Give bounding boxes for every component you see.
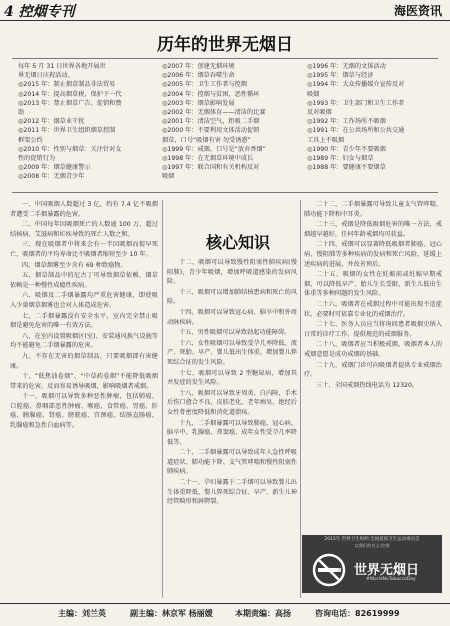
history-entry: 吸烟: [307, 90, 320, 98]
deputy-editor: 副主编：林京军 杨丽媛: [130, 609, 213, 618]
knowledge-item: 十、“低焦油卷烟”、“中草药卷烟”不能降低吸烟带来的危害，反而容易诱导吸烟，影响吸烟者戒烟。: [10, 373, 158, 390]
knowledge-item: 十四、吸烟可以导致冠心病、脑卒中和外周动脉疾病。: [167, 308, 297, 326]
knowledge-item: 十三、吸烟可以增加肺结核患病和死亡的风险。: [167, 288, 297, 306]
knowledge-column-1: [10, 200, 158, 600]
history-entry: ◎1992 年：工作场所不吸烟: [307, 118, 386, 126]
knowledge-item: 二十四、戒烟可以显著降低吸烟者肺癌、冠心病、慢阻肺等多种疾病的发病和死亡风险，延缓上述疾病的进展，并改善预后。: [304, 241, 442, 268]
history-entry: 反对吸烟: [307, 109, 332, 117]
history-entry: ◎2000 年：不要利用文体活动促销: [162, 127, 260, 135]
knowledge-item: 二十三、戒烟是降低吸烟危害的唯一方法，戒烟越早越好，任何年龄戒烟均可获益。: [304, 221, 442, 238]
history-entry: ◎2009 年：烟草健康警示: [18, 164, 91, 172]
history-entry: ◎1998 年：在无烟草环境中成长: [162, 155, 254, 163]
history-entry: ◎1991 年：在公共场所和公共交通: [307, 127, 405, 135]
knowledge-title: 核心知识: [205, 233, 270, 252]
knowledge-item: 十九、二手烟暴露可以导致肺癌、冠心病、脑卒中、乳腺癌、鼻窦癌、成年女性受孕几率降低等。: [167, 419, 297, 446]
knowledge-item: 十五、男性吸烟可以导致勃起功能障碍。: [179, 329, 291, 337]
knowledge-item: 二十五、吸烟的女性在妊娠前或妊娠早期戒烟，可以降低早产、胎儿生长受限、新生儿低出生体重等多种问题的发生风险。: [304, 271, 442, 298]
history-entry: ◎1990 年：青少年不要吸烟: [307, 145, 386, 153]
knowledge-item: 十六、女性吸烟可以导致受孕几率降低、流产、死胎、早产、婴儿低出生体重，增加婴儿猝死综合征的发生风险。: [167, 339, 297, 366]
history-entry: 助: [18, 109, 25, 117]
history-entry: ◎2001 年：清洁空气，拒吸二手烟: [162, 118, 260, 126]
history-entry: 工具上不吸烟: [307, 136, 345, 144]
history-entry: ◎1999 年：戒烟，口号是“放弃香烟”: [162, 145, 266, 153]
history-entry: ◎1996 年：无烟的文体活动: [307, 63, 386, 70]
history-title: 历年的世界无烟日: [157, 35, 293, 55]
knowledge-item: 二十七、医务人员应当将询问患者吸烟史纳入日常的诊疗工作，提供规范的戒烟服务。: [304, 321, 442, 338]
knowledge-item: 十七、吸烟可以导致 2 型糖尿病，增加其并发症的发生风险。: [167, 369, 297, 387]
column-divider: [162, 200, 163, 598]
history-entry: ◎1995 年：烟草与经济: [307, 72, 374, 80]
knowledge-item: 二十、二手烟暴露可以导致成年人急性呼吸道症状、肺功能下降、支气管哮喘和慢性阻塞性肺疾病。: [167, 449, 297, 476]
history-entry: ◎1988 年：要健康不要烟草: [307, 164, 386, 172]
knowledge-item: 四、烟草烟雾至少含有 69 种致癌物。: [22, 261, 127, 269]
issue-editor: 本期责编：高扬: [235, 609, 291, 618]
column-divider: [300, 200, 301, 598]
section-label: 4 控烟专刊: [4, 4, 75, 20]
history-entry: 界无烟日庆祝活动。: [18, 72, 74, 80]
history-column-3: [307, 62, 445, 172]
page-header: [0, 0, 450, 21]
knowledge-item: 九、不存在无害的烟草制品，只要吸烟即有害健康。: [10, 352, 158, 370]
world-no-tobacco-day-poster: [302, 535, 442, 593]
knowledge-item: 三、现在吸烟者中将来会有一半因吸烟而提早死亡，吸烟者的平均寿命比不吸烟者缩短至少 10 年。: [10, 241, 158, 258]
history-entry: ◎2012 年：烟草业干扰: [18, 118, 85, 126]
history-entry: 每年 5 月 31 日世界各地开展世: [18, 63, 106, 70]
publication-name: 海医资讯: [393, 4, 442, 18]
knowledge-item: 二十九、戒烟门诊可向吸烟者提供专业戒烟治疗。: [304, 361, 442, 379]
history-entry: ◎2006 年：烟草吞噬生命: [162, 72, 235, 80]
poster-hashtag: #WorldNoTobaccoDay: [366, 577, 416, 582]
knowledge-item: 一、中国吸烟人数超过 3 亿，约有 7.4 亿不吸烟者遭受二手烟暴露的危害。: [10, 201, 158, 218]
history-entry: ◎2008 年：无烟青少年: [18, 173, 85, 181]
history-entry: ◎2003 年：烟草影响发展: [162, 99, 235, 107]
history-entry: ◎2004 年：控烟与贫困，恶性循环: [162, 90, 260, 98]
history-entry: ◎1993 年：卫生部门和卫生工作者: [307, 99, 405, 107]
history-entry: 框架公约: [18, 136, 43, 144]
history-entry: ◎2013 年：禁止烟草广告、促销和赞: [18, 99, 122, 107]
chief-editor: 主编：刘兰英: [58, 609, 106, 618]
history-entry: 烟草，口号“吸烟有害 勿受诱惑”: [162, 136, 251, 144]
history-entry: ◎2011 年：世界卫生组织烟草控制: [18, 127, 116, 135]
poster-header: 2015年 世界卫生组织·全国爱国卫生运动委员会: [324, 537, 420, 542]
poster-slogan: 以我们的名义·控烟: [354, 543, 390, 548]
history-entry: ◎1997 年：联合国和有关机构反对: [162, 164, 260, 172]
poster-title: 世界无烟日: [354, 563, 420, 578]
knowledge-item: 十二、吸烟可以导致慢性阻塞性肺疾病(慢阻肺)，青少年吸烟，增加呼吸道感染的发病风险。: [167, 259, 297, 286]
knowledge-column-3: [304, 200, 442, 532]
knowledge-item: 二十八、吸烟者应当积极戒烟，吸烟者本人的戒烟意愿是成功戒烟的基础。: [304, 341, 442, 358]
knowledge-item: 七、二手烟暴露没有安全水平，室内完全禁止吸烟是避免危害的唯一有效方法。: [10, 312, 158, 330]
knowledge-item: 三十、全国戒烟热线电话为 12320。: [316, 381, 419, 389]
history-entry: ◎1989 年：妇女与烟草: [307, 155, 374, 163]
knowledge-item: 八、在室内设置吸烟区(室)、安装通风换气设施等均不能避免二手烟暴露的危害。: [10, 332, 158, 350]
history-column-1: [18, 62, 156, 182]
title-rule: [12, 58, 438, 59]
section-divider: [12, 192, 438, 193]
history-entry: 吸烟: [162, 173, 175, 181]
history-entry: 性的促销行为: [18, 155, 56, 163]
history-entry: ◎2015 年：制止烟草制品非法贸易: [18, 81, 116, 89]
history-entry: ◎2010 年：性别与烟草：关注针对女: [18, 145, 122, 153]
page-footer: [0, 603, 450, 626]
contact-phone: 咨询电话：82619999: [315, 609, 400, 618]
knowledge-item: 二十二、二手烟暴露可导致儿童支气管哮喘、肺功能下降和中耳炎。: [304, 201, 442, 218]
history-entry: ◎1994 年：大众传播媒介宣传反对: [307, 81, 405, 89]
knowledge-item: 六、吸烟及二手烟暴露均严重危害健康，即使吸入少量烟草烟雾也会对人体造成危害。: [10, 292, 158, 309]
history-entry: ◎2014 年：提高烟草税，保护下一代: [18, 90, 122, 98]
knowledge-item: 十一、吸烟可以导致多种恶性肿瘤，包括肺癌、口腔癌、鼻咽部恶性肿瘤、喉癌、食管癌、胃癌、肝癌、胰腺癌、肾癌、膀胱癌、宫颈癌、结肠直肠癌、乳腺癌和急性白血病等。: [10, 393, 158, 430]
knowledge-item: 二、中国每年因吸烟死亡的人数逾 100 万，超过结核病、艾滋病和疟疾导致的死亡人数之和。: [10, 221, 158, 238]
no-smoking-icon: [312, 553, 346, 587]
history-entry: ◎2007 年：创建无烟环境: [162, 63, 235, 70]
knowledge-column-2: [167, 258, 297, 600]
history-entry: ◎2002 年：无烟体育——清洁的比赛: [162, 109, 266, 117]
history-column-2: [162, 62, 302, 182]
knowledge-item: 五、烟草制品中的尼古丁可导致烟草依赖，烟草依赖是一种慢性成瘾性疾病。: [10, 272, 158, 289]
knowledge-item: 十八、吸烟可以导致牙周炎、白内障、手术后伤口愈合不良、皮肤老化、老年痴呆、绝经后女性骨密度降低和消化道溃疡。: [167, 389, 297, 416]
knowledge-item: 二十一、孕妇暴露于二手烟可以导致婴儿出生体重降低、婴儿猝死综合征、早产、新生儿神经管畸形和唇腭裂。: [167, 479, 297, 506]
history-entry: ◎2005 年：卫生工作者与控烟: [162, 81, 247, 89]
knowledge-item: 二十六、吸烟者在戒烟过程中可能出现不适症状，必要时可依靠专业化的戒烟治疗。: [304, 300, 442, 318]
